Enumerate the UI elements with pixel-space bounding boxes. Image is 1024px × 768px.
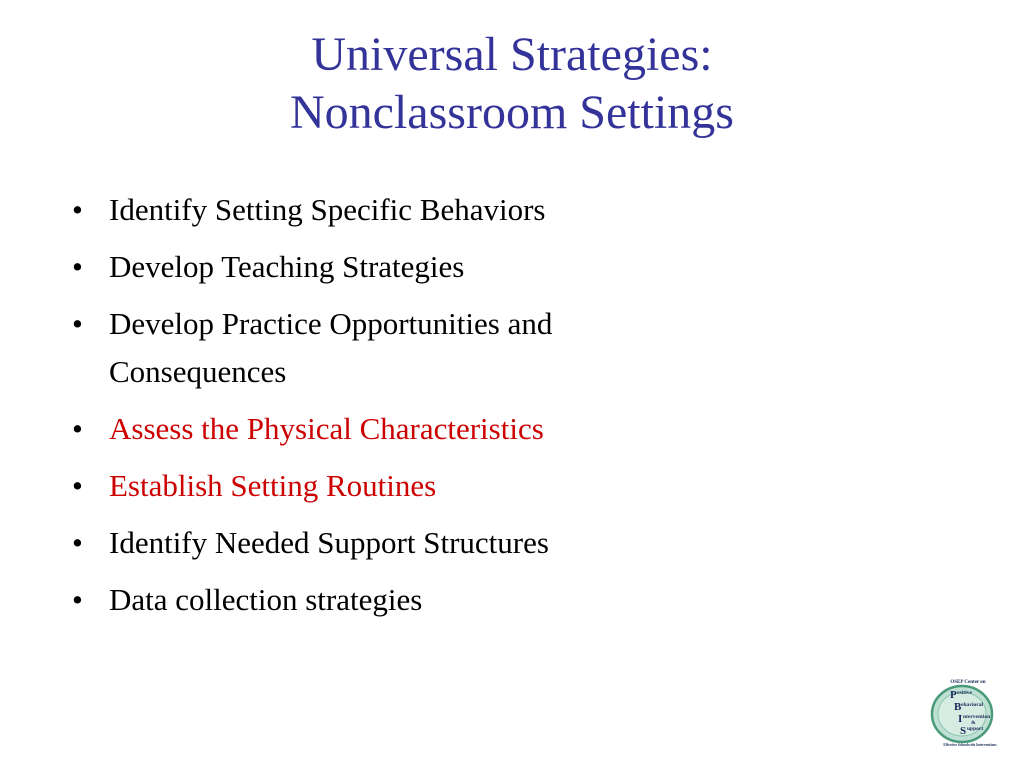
bullet-text: Identify Setting Specific Behaviors: [109, 192, 546, 227]
bullet-icon: •: [72, 306, 83, 341]
slide-title-line-1: Universal Strategies:: [311, 28, 713, 81]
logo-letter-s: S: [960, 725, 967, 737]
bullet-text: Data collection strategies: [109, 582, 423, 617]
bullet-text: Establish Setting Routines: [109, 468, 437, 503]
bullet-icon: •: [72, 192, 83, 227]
bullet-icon: •: [72, 582, 83, 617]
slide-title: [0, 26, 1024, 142]
bullet-text: Assess the Physical Characteristics: [109, 411, 544, 446]
bullet-item-physical-characteristics: [72, 405, 772, 453]
bullet-text: Develop Teaching Strategies: [109, 249, 465, 284]
bullet-icon: •: [72, 249, 83, 284]
logo-letter-p: P: [950, 689, 957, 701]
bullet-text-line-1: Develop Practice Opportunities and: [109, 306, 553, 341]
logo-bottom-text: Effective Schoolwide Interventions: [943, 743, 997, 747]
pbis-logo-icon: [926, 678, 1010, 748]
bullet-icon: •: [72, 411, 83, 446]
logo-word-support: upport: [967, 726, 984, 732]
logo-top-text: OSEP Center on: [950, 680, 986, 685]
bullet-text: Identify Needed Support Structures: [109, 525, 549, 560]
bullet-item-data-collection: [72, 576, 772, 624]
bullet-icon: •: [72, 468, 83, 503]
logo-letter-b: B: [954, 701, 962, 713]
logo-word-positive: ositive: [957, 690, 972, 696]
bullet-icon: •: [72, 525, 83, 560]
bullet-item-practice-opportunities: [72, 300, 772, 396]
bullet-text-line-2: Consequences: [109, 354, 287, 389]
bullet-item-support-structures: [72, 519, 772, 567]
logo-letter-i: I: [958, 713, 963, 725]
bullet-item-teaching-strategies: [72, 243, 772, 291]
bullet-item-setting-behaviors: [72, 186, 772, 234]
bullet-list: [72, 186, 772, 633]
logo-word-ampersand: &: [971, 720, 976, 726]
logo-word-behavioral: ehavioral: [961, 702, 983, 708]
logo-word-intervention: ntervention: [963, 714, 991, 720]
bullet-item-setting-routines: [72, 462, 772, 510]
slide-title-line-2: Nonclassroom Settings: [290, 86, 734, 139]
